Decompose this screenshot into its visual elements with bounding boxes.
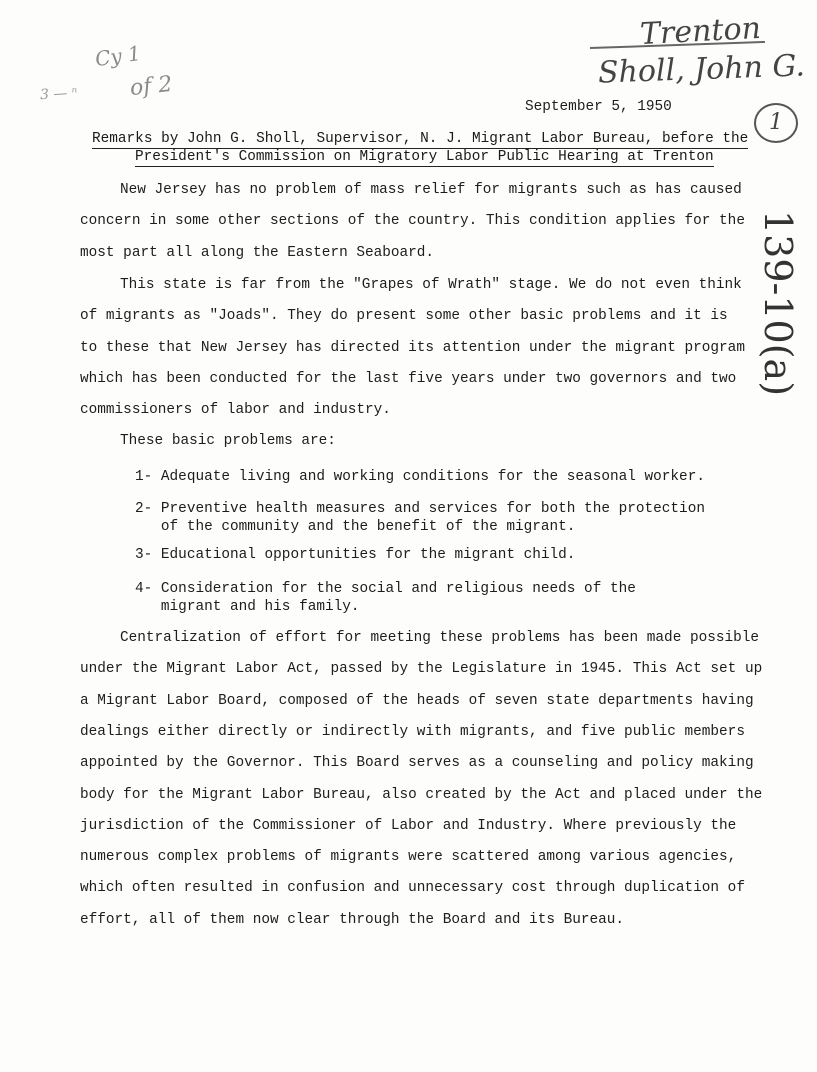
paragraph-2-line: to these that New Jersey has directed its attention under the migrant program	[80, 339, 745, 356]
paragraph-3-line: appointed by the Governor. This Board serves as a counseling and policy making	[80, 755, 754, 772]
document-heading-line-2: President's Commission on Migratory Labor Public Hearing at Trenton	[135, 149, 714, 165]
handwritten-of-two: of 2	[128, 71, 174, 102]
list-item-line: 3- Educational opportunities for the migrant child.	[135, 547, 576, 563]
paragraph-3-line: numerous complex problems of migrants were scattered among various agencies,	[80, 849, 737, 866]
paragraph-2-line: which has been conducted for the last five years under two governors and two	[80, 370, 737, 387]
handwritten-scribble: 3 — ⁿ	[39, 84, 78, 104]
paragraph-3-line: effort, all of them now clear through the Board and its Bureau.	[80, 911, 625, 928]
document-date: September 5, 1950	[525, 99, 672, 115]
paragraph-3-line: under the Migrant Labor Act, passed by the Legislature in 1945. This Act set up	[80, 661, 763, 678]
paragraph-3-line: a Migrant Labor Board, composed of the heads of seven state departments having	[80, 692, 754, 709]
handwritten-copy-note: Cy 1	[93, 40, 143, 72]
list-item-line: 2- Preventive health measures and services for both the protection	[135, 501, 705, 517]
paragraph-2-line: This state is far from the "Grapes of Wrath" stage. We do not even think	[120, 277, 742, 293]
handwritten-trenton: Trenton	[639, 10, 762, 53]
paragraph-1-line: concern in some other sections of the country. This condition applies for the	[80, 213, 745, 230]
list-item-line: migrant and his family.	[135, 599, 360, 615]
paragraph-3-line: Centralization of effort for meeting these problems has been made possible	[120, 630, 760, 646]
paragraph-3-line: body for the Migrant Labor Bureau, also created by the Act and placed under the	[80, 786, 763, 803]
paragraph-1-line: New Jersey has no problem of mass relief for migrants such as has caused	[120, 182, 742, 198]
list-item-line: of the community and the benefit of the migrant.	[135, 519, 576, 535]
list-intro: These basic problems are:	[120, 433, 336, 449]
paragraph-2-line: of migrants as "Joads". They do present some other basic problems and it is	[80, 308, 728, 325]
paragraph-2-line: commissioners of labor and industry.	[80, 402, 391, 419]
list-item-line: 1- Adequate living and working conditions for the seasonal worker.	[135, 469, 705, 485]
paragraph-1-line: most part all along the Eastern Seaboard.	[80, 244, 435, 261]
handwritten-side-number: 139-10(a)	[756, 210, 800, 397]
list-item-line: 4- Consideration for the social and religious needs of the	[135, 581, 636, 597]
paragraph-3-line: which often resulted in confusion and unnecessary cost through duplication of	[80, 880, 745, 897]
document-heading-line-1: Remarks by John G. Sholl, Supervisor, N. J. Migrant Labor Bureau, before the	[92, 131, 749, 147]
paragraph-3-line: dealings either directly or indirectly with migrants, and five public members	[80, 723, 745, 740]
paragraph-3-line: jurisdiction of the Commissioner of Labor and Industry. Where previously the	[80, 817, 737, 834]
handwritten-name: Sholl, John G.	[597, 48, 806, 91]
circled-page-number: 1	[754, 103, 798, 143]
